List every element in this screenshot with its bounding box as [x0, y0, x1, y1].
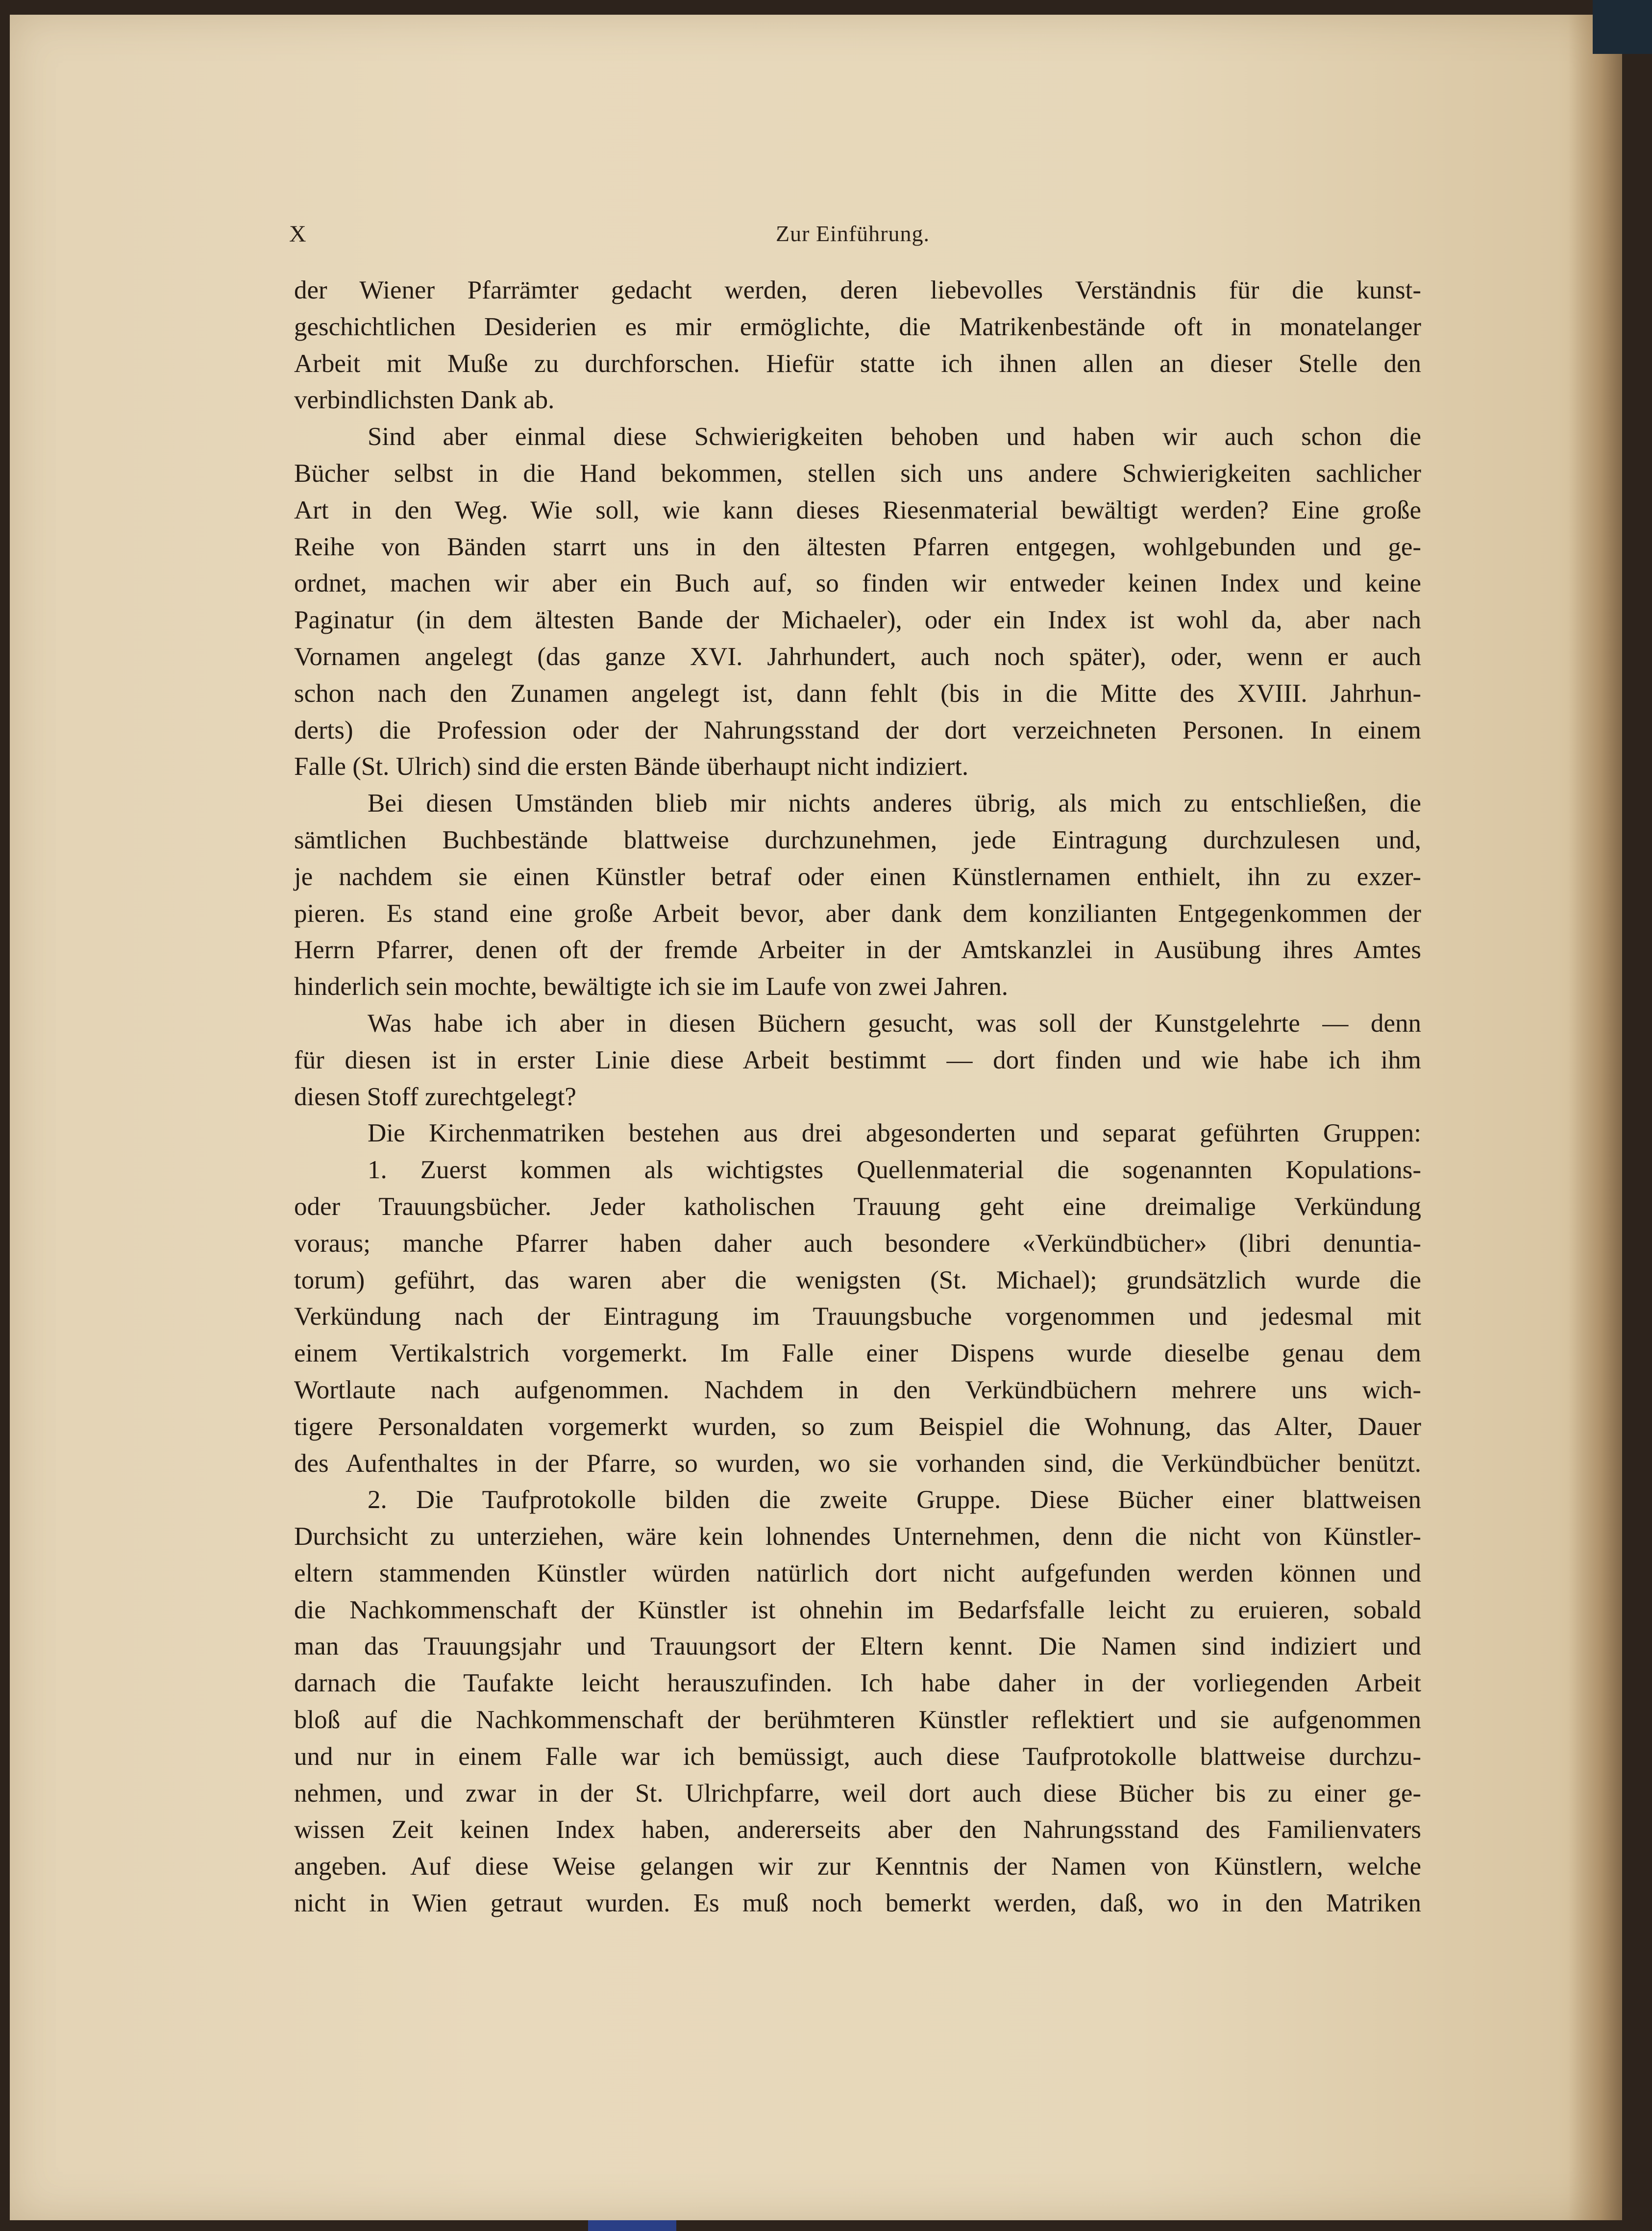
- text-line: voraus; manche Pfarrer haben daher auch besondere «Verkündbücher» (libri denuntia-: [294, 1229, 1421, 1258]
- text-line: Verkündung nach der Eintragung im Trauungsbuche vorgenommen und jedesmal mit: [294, 1302, 1421, 1331]
- text-line: eltern stammenden Künstler würden natürlich dort nicht aufgefunden werden können und: [294, 1559, 1421, 1587]
- text-line: pieren. Es stand eine große Arbeit bevor, aber dank dem konzilianten Entgegenkommen der: [294, 899, 1421, 928]
- text-line: nehmen, und zwar in der St. Ulrichpfarre, weil dort auch diese Bücher bis zu einer ge-: [294, 1779, 1421, 1808]
- text-line: geschichtlichen Desiderien es mir ermöglichte, die Matrikenbestände oft in monatelanger: [294, 312, 1421, 341]
- binding-corner: [1593, 0, 1652, 54]
- text-line: bloß auf die Nachkommenschaft der berühmteren Künstler reflektiert und sie aufgenommen: [294, 1706, 1421, 1735]
- text-line: der Wiener Pfarrämter gedacht werden, deren liebevolles Verständnis für die kunst-: [294, 276, 1421, 304]
- text-line: torum) geführt, das waren aber die wenigsten (St. Michael); grundsätzlich wurde die: [294, 1265, 1421, 1294]
- text-line: für diesen ist in erster Linie diese Arbeit bestimmt — dort finden und wie habe ich ihm: [294, 1045, 1421, 1074]
- text-line: Was habe ich aber in diesen Büchern gesucht, was soll der Kunstgelehrte — denn: [368, 1009, 1421, 1038]
- text-line: Herrn Pfarrer, denen oft der fremde Arbeiter in der Amtskanzlei in Ausübung ihres Amtes: [294, 936, 1421, 965]
- text-line: wissen Zeit keinen Index haben, andererseits aber den Nahrungsstand des Familienvaters: [294, 1815, 1421, 1844]
- text-line: die Nachkommenschaft der Künstler ist ohnehin im Bedarfsfalle leicht zu eruieren, sobald: [294, 1595, 1421, 1624]
- text-line: Bücher selbst in die Hand bekommen, stellen sich uns andere Schwierigkeiten sachlicher: [294, 459, 1421, 488]
- body-text: [294, 272, 1421, 1922]
- text-line: ordnet, machen wir aber ein Buch auf, so finden wir entweder keinen Index und keine: [294, 569, 1421, 598]
- page-edge-stain: [1568, 15, 1622, 2220]
- text-line: je nachdem sie einen Künstler betraf oder einen Künstlernamen enthielt, ihn zu exzer-: [294, 862, 1421, 891]
- text-line: Vornamen angelegt (das ganze XVI. Jahrhundert, auch noch später), oder, wenn er auch: [294, 642, 1421, 671]
- text-line: einem Vertikalstrich vorgemerkt. Im Falle einer Dispens wurde dieselbe genau dem: [294, 1339, 1421, 1368]
- text-line: darnach die Taufakte leicht herauszufinden. Ich habe daher in der vorliegenden Arbeit: [294, 1669, 1421, 1698]
- text-line: 1. Zuerst kommen als wichtigstes Quellenmaterial die sogenannten Kopulations-: [368, 1156, 1421, 1185]
- text-line: nicht in Wien getraut wurden. Es muß noch bemerkt werden, daß, wo in den Matriken: [294, 1889, 1421, 1918]
- text-line: des Aufenthaltes in der Pfarre, so wurden, wo sie vorhanden sind, die Verkündbücher benützt.: [294, 1449, 1421, 1478]
- text-line: Wortlaute nach aufgenommen. Nachdem in den Verkündbüchern mehrere uns wich-: [294, 1375, 1421, 1404]
- text-line: sämtlichen Buchbestände blattweise durchzunehmen, jede Eintragung durchzulesen und,: [294, 825, 1421, 854]
- text-line: Sind aber einmal diese Schwierigkeiten behoben und haben wir auch schon die: [368, 422, 1421, 451]
- text-line: Die Kirchenmatriken bestehen aus drei abgesonderten und separat geführten Gruppen:: [368, 1119, 1421, 1148]
- text-line: diesen Stoff zurechtgelegt?: [294, 1082, 576, 1111]
- text-line: Reihe von Bänden starrt uns in den ältesten Pfarren entgegen, wohlgebunden und ge-: [294, 532, 1421, 561]
- text-line: und nur in einem Falle war ich bemüssigt, auch diese Taufprotokolle blattweise durchzu-: [294, 1742, 1421, 1771]
- text-line: derts) die Profession oder der Nahrungsstand der dort verzeichneten Personen. In einem: [294, 716, 1421, 744]
- text-line: schon nach den Zunamen angelegt ist, dann fehlt (bis in die Mitte des XVIII. Jahrhun-: [294, 679, 1421, 708]
- text-line: verbindlichsten Dank ab.: [294, 386, 555, 415]
- text-line: Bei diesen Umständen blieb mir nichts anderes übrig, als mich zu entschließen, die: [368, 789, 1421, 818]
- page-number: X: [289, 221, 307, 247]
- page-header: [289, 221, 1416, 265]
- text-line: Art in den Weg. Wie soll, wie kann dieses Riesenmaterial bewältigt werden? Eine große: [294, 496, 1421, 524]
- text-line: tigere Personaldaten vorgemerkt wurden, so zum Beispiel die Wohnung, das Alter, Dauer: [294, 1412, 1421, 1441]
- text-line: Durchsicht zu unterziehen, wäre kein lohnendes Unternehmen, denn die nicht von Künstler-: [294, 1522, 1421, 1551]
- text-line: Arbeit mit Muße zu durchforschen. Hiefür statte ich ihnen allen an dieser Stelle den: [294, 349, 1421, 378]
- text-line: angeben. Auf diese Weise gelangen wir zur Kenntnis der Namen von Künstlern, welche: [294, 1852, 1421, 1881]
- text-line: Paginatur (in dem ältesten Bande der Michaeler), oder ein Index ist wohl da, aber nach: [294, 606, 1421, 635]
- bookmark-ribbon: [588, 2220, 676, 2231]
- text-line: hinderlich sein mochte, bewältigte ich sie im Laufe von zwei Jahren.: [294, 972, 1009, 1001]
- text-line: man das Trauungsjahr und Trauungsort der Eltern kennt. Die Namen sind indiziert und: [294, 1632, 1421, 1661]
- text-line: Falle (St. Ulrich) sind die ersten Bände überhaupt nicht indiziert.: [294, 752, 969, 781]
- text-line: oder Trauungsbücher. Jeder katholischen Trauung geht eine dreimalige Verkündung: [294, 1192, 1421, 1221]
- running-title: Zur Einführung.: [776, 221, 930, 246]
- text-line: 2. Die Taufprotokolle bilden die zweite Gruppe. Diese Bücher einer blattweisen: [368, 1486, 1421, 1514]
